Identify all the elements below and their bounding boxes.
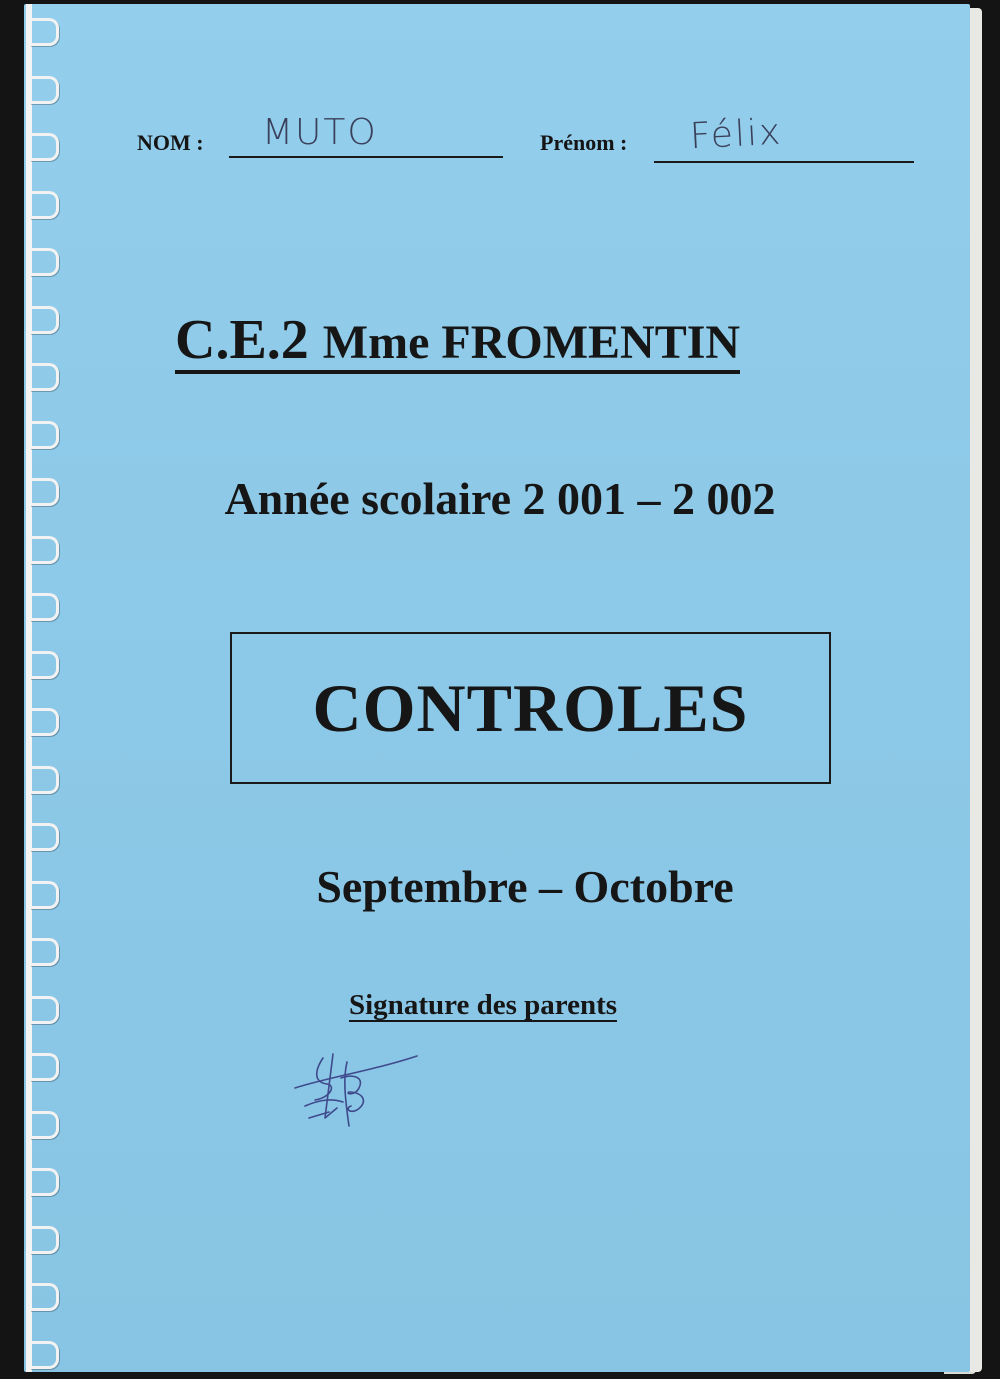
signature-label: Signature des parents [349, 989, 618, 1021]
binding-ring [30, 766, 59, 794]
binding-ring [30, 1168, 59, 1196]
class-name: C.E.2 [175, 309, 309, 371]
nom-handwritten-value: MUTO [262, 112, 378, 153]
binding-ring [30, 133, 59, 161]
prenom-handwritten-value: Félix [688, 111, 784, 158]
binding-ring [30, 18, 59, 46]
binding-ring [30, 248, 59, 276]
binding-ring [30, 1053, 59, 1081]
binding-ring [30, 421, 59, 449]
binding-ring [30, 363, 59, 391]
controles-box [230, 632, 831, 784]
prenom-line [654, 161, 914, 163]
parent-signature [285, 1048, 425, 1138]
nom-label: NOM : [137, 130, 204, 155]
prenom-label: Prénom : [540, 130, 628, 155]
binding-ring [30, 823, 59, 851]
comb-binding [30, 18, 66, 1358]
binding-ring [30, 651, 59, 679]
binding-ring [30, 708, 59, 736]
page-title [175, 309, 741, 374]
binding-ring [30, 306, 59, 334]
binding-ring [30, 996, 59, 1024]
binding-ring [30, 191, 59, 219]
binding-ring [30, 76, 59, 104]
binding-ring [30, 938, 59, 966]
school-year: Année scolaire 2 001 – 2 002 [224, 473, 776, 524]
nom-line [229, 156, 503, 158]
teacher-name: Mme FROMENTIN [322, 316, 741, 369]
period: Septembre – Octobre [316, 861, 734, 912]
binding-ring [30, 1226, 59, 1254]
binding-ring [30, 1111, 59, 1139]
box-title: CONTROLES [312, 669, 749, 746]
binding-ring [30, 536, 59, 564]
binding-ring [30, 1283, 59, 1311]
binding-ring [30, 1341, 59, 1369]
binding-ring [30, 593, 59, 621]
